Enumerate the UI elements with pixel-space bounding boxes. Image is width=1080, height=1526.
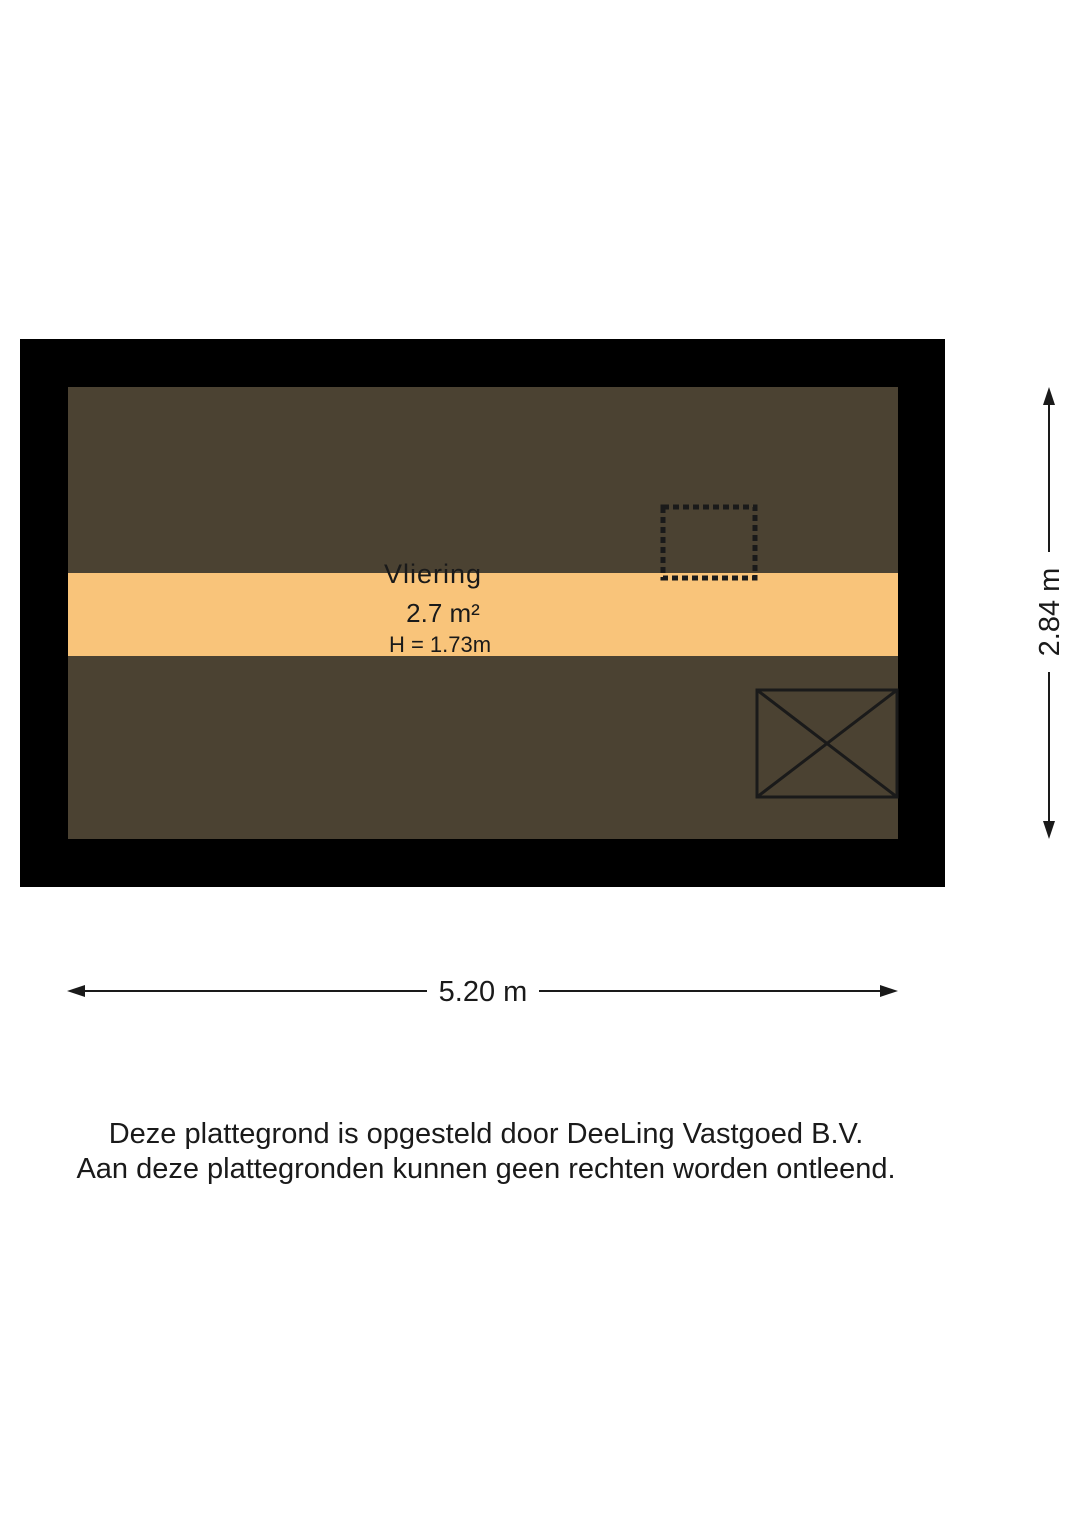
disclaimer-line-2: Aan deze plattegronden kunnen geen rechten worden ontleend. xyxy=(76,1153,896,1185)
width-dimension-label: 5.20 m xyxy=(438,976,528,1008)
arrow-down-icon xyxy=(1043,821,1055,839)
depth-dimension-label: 2.84 m xyxy=(1034,567,1066,657)
room-area: 2.7 m² xyxy=(406,598,480,628)
disclaimer-line-1: Deze plattegrond is opgesteld door DeeLing Vastgoed B.V. xyxy=(108,1118,864,1150)
room-height: H = 1.73m xyxy=(388,632,492,657)
arrow-left-icon xyxy=(67,985,85,997)
room-name: Vliering xyxy=(383,559,483,589)
arrow-up-icon xyxy=(1043,387,1055,405)
arrow-right-icon xyxy=(880,985,898,997)
